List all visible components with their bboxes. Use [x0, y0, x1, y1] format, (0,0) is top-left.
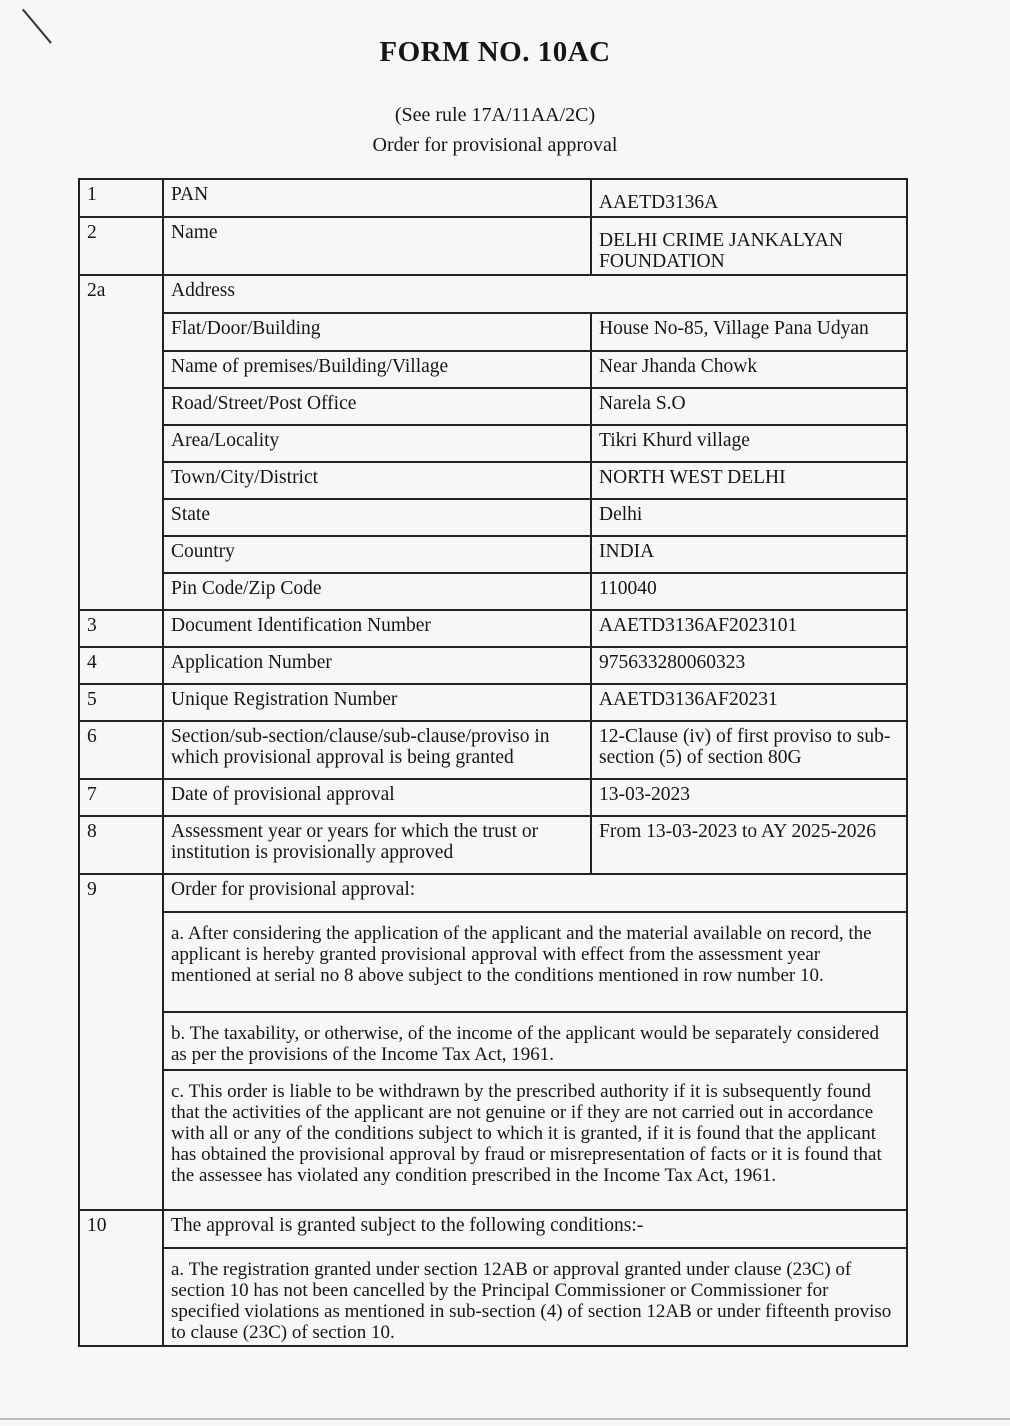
field-label: Date of provisional approval	[163, 779, 591, 816]
field-label: Document Identification Number	[163, 610, 591, 647]
order-paragraph: a. After considering the application of the applicant and the material available on record, the applicant is hereby granted provisional approval with effect from the assessment year mentioned at serial no 8 above subject to the conditions mentioned in row number 10.	[163, 912, 907, 1012]
row-order	[79, 874, 907, 912]
field-label: Address	[163, 275, 907, 313]
row-name	[79, 217, 907, 275]
row-urn	[79, 684, 907, 721]
row-road	[79, 388, 907, 425]
field-label: Application Number	[163, 647, 591, 684]
row-application	[79, 647, 907, 684]
field-value: House No-85, Village Pana Udyan	[591, 313, 907, 351]
form-subtitle: Order for provisional approval	[372, 134, 618, 156]
field-value: 110040	[591, 573, 907, 610]
row-area	[79, 425, 907, 462]
order-para-c	[79, 1070, 907, 1210]
field-label: Flat/Door/Building	[163, 313, 591, 351]
field-label: Name of premises/Building/Village	[163, 351, 591, 388]
field-value: Tikri Khurd village	[591, 425, 907, 462]
order-para-b	[79, 1012, 907, 1070]
field-value: Near Jhanda Chowk	[591, 351, 907, 388]
field-value: 13-03-2023	[591, 779, 907, 816]
row-section	[79, 721, 907, 779]
row-assessment-year	[79, 816, 907, 874]
row-number: 1	[79, 179, 163, 217]
field-label: Order for provisional approval:	[163, 874, 907, 912]
row-number: 4	[79, 647, 163, 684]
field-value: Delhi	[591, 499, 907, 536]
form-title: FORM NO. 10AC	[379, 36, 611, 68]
row-din	[79, 610, 907, 647]
field-label: Town/City/District	[163, 462, 591, 499]
field-label: The approval is granted subject to the following conditions:-	[163, 1210, 907, 1248]
row-number: 2a	[79, 275, 163, 610]
field-value: From 13-03-2023 to AY 2025-2026	[591, 816, 907, 874]
field-label: Unique Registration Number	[163, 684, 591, 721]
order-paragraph: c. This order is liable to be withdrawn by the prescribed authority if it is subsequently found that the activities of the applicant are not genuine or if they are not carried out in accordance with all or any of the conditions subject to which it is granted, if it is found that the applicant has obtained the provisional approval by fraud or misrepresentation of facts or it is found that the assessee has violated any condition prescribed in the Income Tax Act, 1961.	[163, 1070, 907, 1210]
field-label: Section/sub-section/clause/sub-clause/proviso in which provisional approval is being granted	[163, 721, 591, 779]
field-label: Road/Street/Post Office	[163, 388, 591, 425]
field-label: Name	[163, 217, 591, 275]
field-value: INDIA	[591, 536, 907, 573]
field-label: Pin Code/Zip Code	[163, 573, 591, 610]
row-number: 2	[79, 217, 163, 275]
field-value: AAETD3136A	[591, 179, 907, 217]
approval-form-table	[78, 178, 908, 1347]
row-number: 10	[79, 1210, 163, 1346]
row-number: 5	[79, 684, 163, 721]
field-label: PAN	[163, 179, 591, 217]
row-town	[79, 462, 907, 499]
field-value: DELHI CRIME JANKALYAN FOUNDATION	[591, 217, 907, 275]
form-rule: (See rule 17A/11AA/2C)	[394, 104, 596, 126]
page-edge	[0, 1418, 1010, 1420]
row-country	[79, 536, 907, 573]
order-paragraph: b. The taxability, or otherwise, of the income of the applicant would be separately considered as per the provisions of the Income Tax Act, 1961.	[163, 1012, 907, 1070]
row-number: 8	[79, 816, 163, 874]
row-number: 6	[79, 721, 163, 779]
row-flat	[79, 313, 907, 351]
field-label: Assessment year or years for which the trust or institution is provisionally approved	[163, 816, 591, 874]
field-value: AAETD3136AF2023101	[591, 610, 907, 647]
row-address	[79, 275, 907, 313]
row-conditions	[79, 1210, 907, 1248]
row-premises	[79, 351, 907, 388]
field-value: 12-Clause (iv) of first proviso to sub-section (5) of section 80G	[591, 721, 907, 779]
row-pan	[79, 179, 907, 217]
row-pin	[79, 573, 907, 610]
field-label: Area/Locality	[163, 425, 591, 462]
row-state	[79, 499, 907, 536]
condition-para-a	[79, 1248, 907, 1346]
row-number: 7	[79, 779, 163, 816]
row-number: 9	[79, 874, 163, 1210]
row-number: 3	[79, 610, 163, 647]
field-value: AAETD3136AF20231	[591, 684, 907, 721]
field-label: State	[163, 499, 591, 536]
field-value: 975633280060323	[591, 647, 907, 684]
field-value: NORTH WEST DELHI	[591, 462, 907, 499]
order-para-a	[79, 912, 907, 1012]
field-value: Narela S.O	[591, 388, 907, 425]
condition-paragraph: a. The registration granted under section 12AB or approval granted under clause (23C) of section 10 has not been cancelled by the Principal Commissioner or Commissioner for specified violations as mentioned in sub-section (4) of section 12AB or under fifteenth proviso to clause (23C) of section 10.	[163, 1248, 907, 1346]
field-label: Country	[163, 536, 591, 573]
row-date	[79, 779, 907, 816]
